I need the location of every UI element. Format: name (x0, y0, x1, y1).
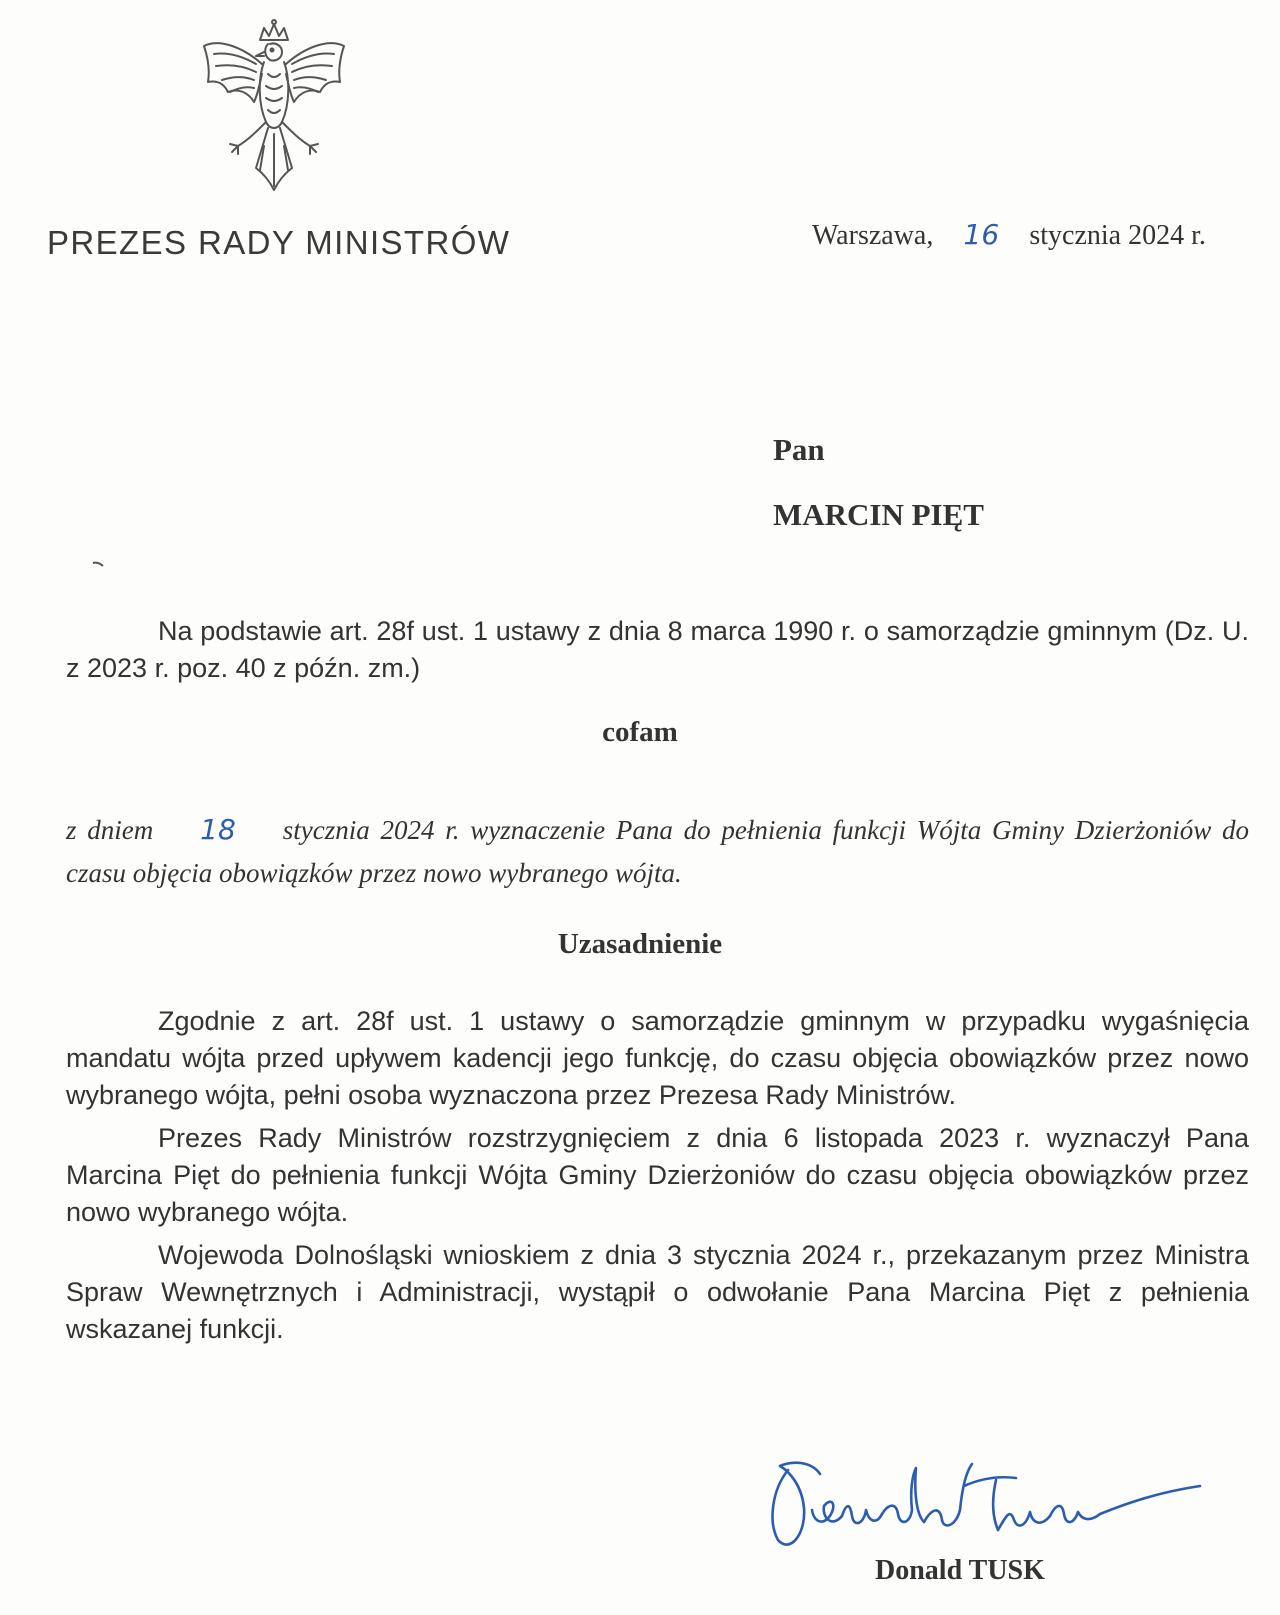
handwritten-signature-icon (760, 1450, 1230, 1560)
legal-basis-paragraph: Na podstawie art. 28f ust. 1 ustawy z dnia 8 marca 1990 r. o samorządzie gminnym (Dz. U. z 2023 r. poz. 40 z późn. zm.) (66, 616, 1249, 683)
justification-paragraph-3: Wojewoda Dolnośląski wnioskiem z dnia 3 stycznia 2024 r., przekazanym przez Ministra Spraw Wewnętrznych i Administracji, wystąpił o odwołanie Pana Marcina Pięt z pełnienia wskazanej funkcji. (66, 1240, 1249, 1344)
date-city: Warszawa, (812, 220, 934, 251)
stray-mark (92, 561, 104, 567)
decision-paragraph (66, 808, 1249, 895)
addressee-salutation: Pan (773, 432, 825, 467)
issuer-office-title: PREZES RADY MINISTRÓW (47, 224, 511, 261)
place-date (812, 218, 1206, 252)
eagle-emblem-icon (198, 18, 350, 196)
justification-paragraph-1: Zgodnie z art. 28f ust. 1 ustawy o samorządzie gminnym w przypadku wygaśnięcia mandatu wójta przed upływem kadencji jego funkcję, do czasu objęcia obowiązków przez nowo wybranego wójta, pełni osoba wyznaczona przez Prezesa Rady Ministrów. (66, 1006, 1249, 1110)
decision-prefix: z dniem (66, 815, 154, 845)
decision-day-handwritten: 18 (200, 813, 236, 846)
justification-heading: Uzasadnienie (557, 928, 723, 960)
justification-paragraph-2: Prezes Rady Ministrów rozstrzygnięciem z dnia 6 listopada 2023 r. wyznaczył Pana Marcina Pięt do pełnienia funkcji Wójta Gminy Dzierżoniów do czasu objęcia obowiązków przez nowo wybranego wójta. (66, 1123, 1249, 1227)
signer-name: Donald TUSK (875, 1555, 1045, 1586)
decision-heading: cofam (602, 716, 678, 748)
date-day-handwritten: 16 (963, 218, 1000, 251)
decision-text: stycznia 2024 r. wyznaczenie Pana do pełnienia funkcji Wójta Gminy Dzierżoniów do czasu objęcia obowiązków przez nowo wybranego wójta. (66, 815, 1250, 888)
date-month-year: stycznia 2024 r. (1029, 220, 1206, 251)
addressee-name: MARCIN PIĘT (773, 497, 984, 532)
